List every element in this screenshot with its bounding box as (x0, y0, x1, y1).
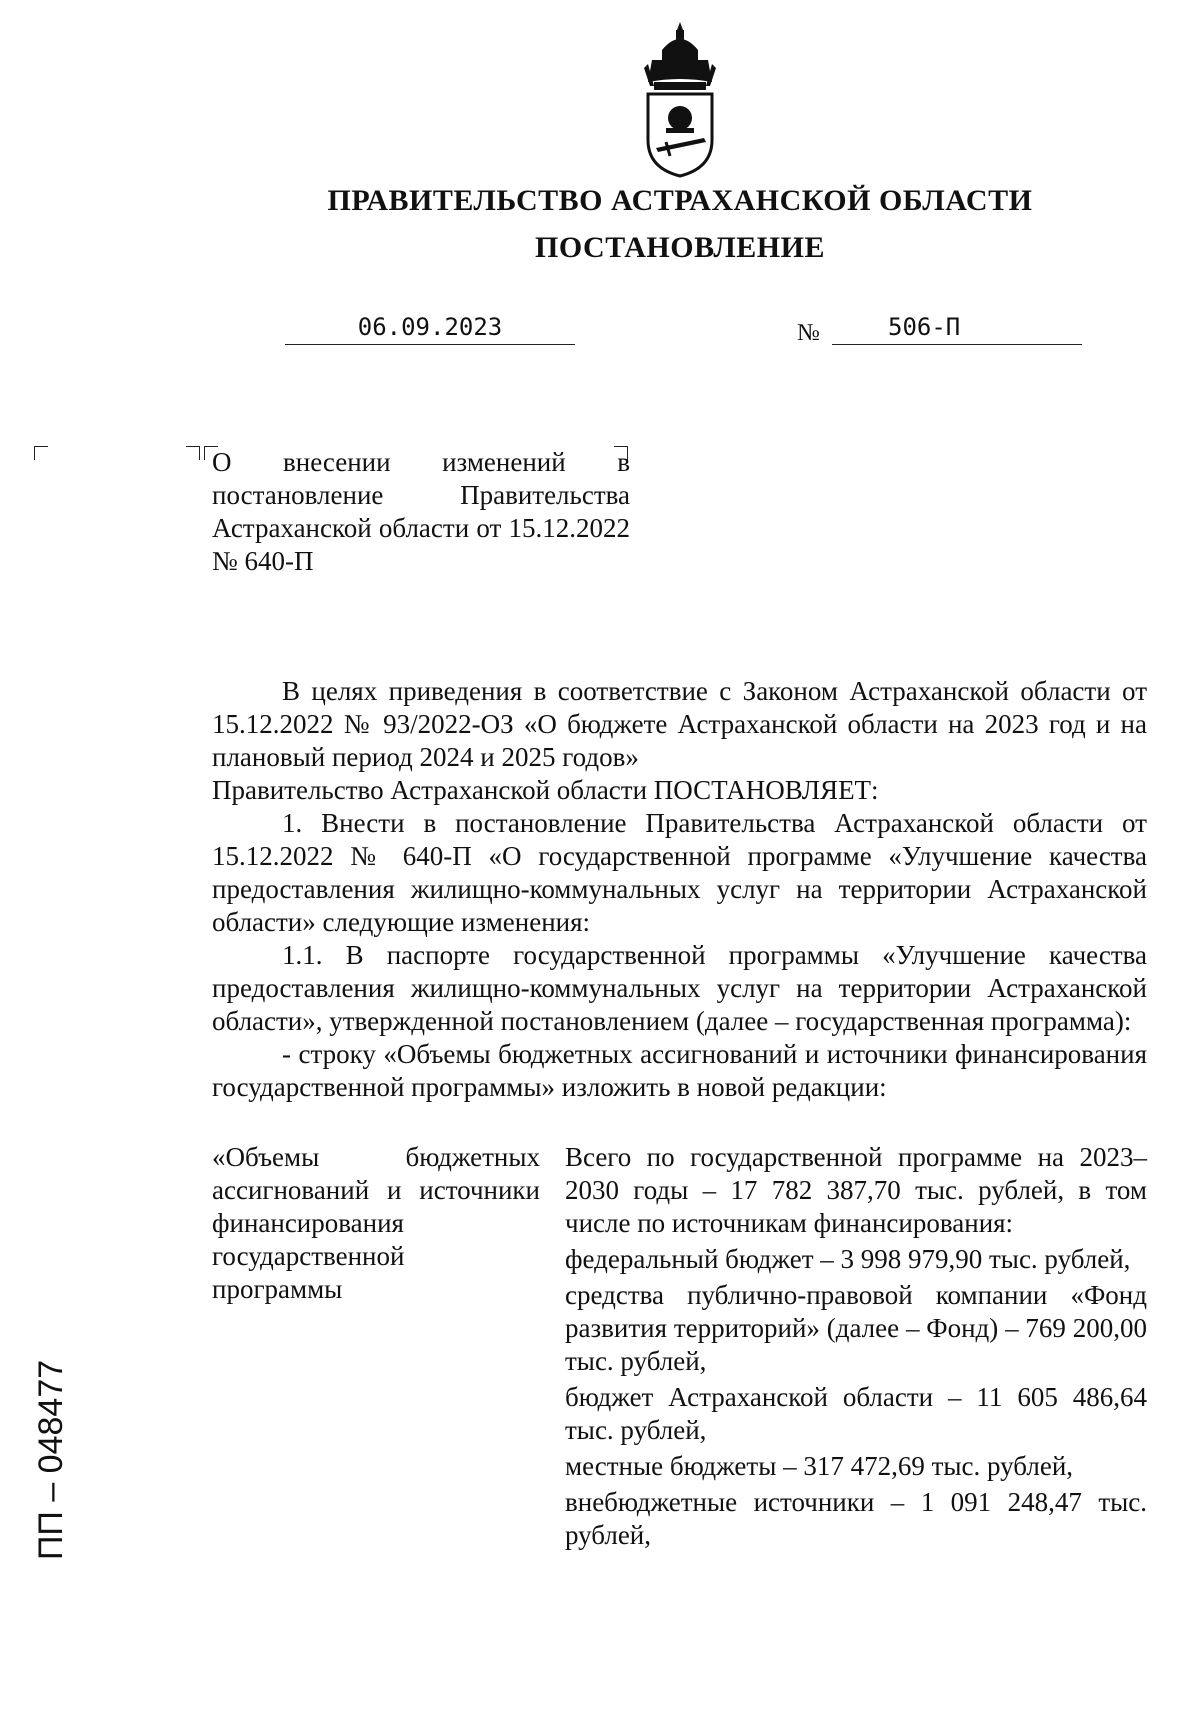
item-1-paragraph: 1. Внести в постановление Правительства Астраханской области от 15.12.2022 № 640-П «О государственной программе «Улучшение качества предоставления жилищно-коммунальных услуг на территории Астраханской области» следующие изменения: (212, 808, 1147, 937)
serial-stamp: ПП – 048477 (32, 1359, 70, 1560)
preamble-paragraph: В целях приведения в соответствие с Законом Астраханской области от 15.12.2022 № 93/2022-ОЗ «О бюджете Астраханской области на 2023 год и на плановый период 2024 и 2025 годов» (212, 676, 1147, 772)
financing-row-value (565, 1141, 1147, 1555)
document-date: 06.09.2023 (285, 310, 575, 345)
margin-corner-mark (34, 446, 48, 460)
financing-regional: бюджет Астраханской области – 11 605 486,64 тыс. рублей, (565, 1382, 1147, 1445)
financing-total: Всего по государственной программе на 2023–2030 годы – 17 782 387,70 тыс. рублей, в том числе по источникам финансирования: (565, 1142, 1147, 1238)
financing-fund: средства публично-правовой компании «Фонд развития территорий» (далее – Фонд) – 769 200,00 тыс. рублей, (565, 1280, 1147, 1376)
financing-row-label: «Объемы бюджетных ассигнований и источники финансирования государственной программы (212, 1142, 540, 1304)
subject-corner-mark-left (186, 446, 200, 460)
document-number-field (832, 310, 1082, 345)
financing-federal: федеральный бюджет – 3 998 979,90 тыс. рублей, (565, 1244, 1131, 1274)
document-type: ПОСТАНОВЛЕНИЕ (535, 231, 825, 264)
document-body (212, 675, 1147, 1104)
item-line-paragraph: - строку «Объемы бюджетных ассигнований и источники финансирования государственной программы» изложить в новой редакции: (212, 1039, 1147, 1102)
number-sign: № (797, 320, 820, 346)
organization-title: ПРАВИТЕЛЬСТВО АСТРАХАНСКОЙ ОБЛАСТИ (327, 184, 1033, 217)
coat-of-arms-icon (640, 20, 720, 180)
document-number: 506-П (888, 313, 961, 341)
financing-extrabudgetary: внебюджетные источники – 1 091 248,47 тыс. рублей, (565, 1487, 1147, 1550)
document-subject: О внесении изменений в постановление Правительства Астраханской области от 15.12.2022 № 640-П (212, 447, 630, 576)
resolution-paragraph: Правительство Астраханской области ПОСТАНОВЛЯЕТ: (212, 775, 879, 805)
financing-local: местные бюджеты – 317 472,69 тыс. рублей, (565, 1451, 1074, 1481)
item-1-1-paragraph: 1.1. В паспорте государственной программы «Улучшение качества предоставления жилищно-коммунальных услуг на территории Астраханской области», утвержденной постановлением (далее – государственная программа): (212, 940, 1147, 1036)
